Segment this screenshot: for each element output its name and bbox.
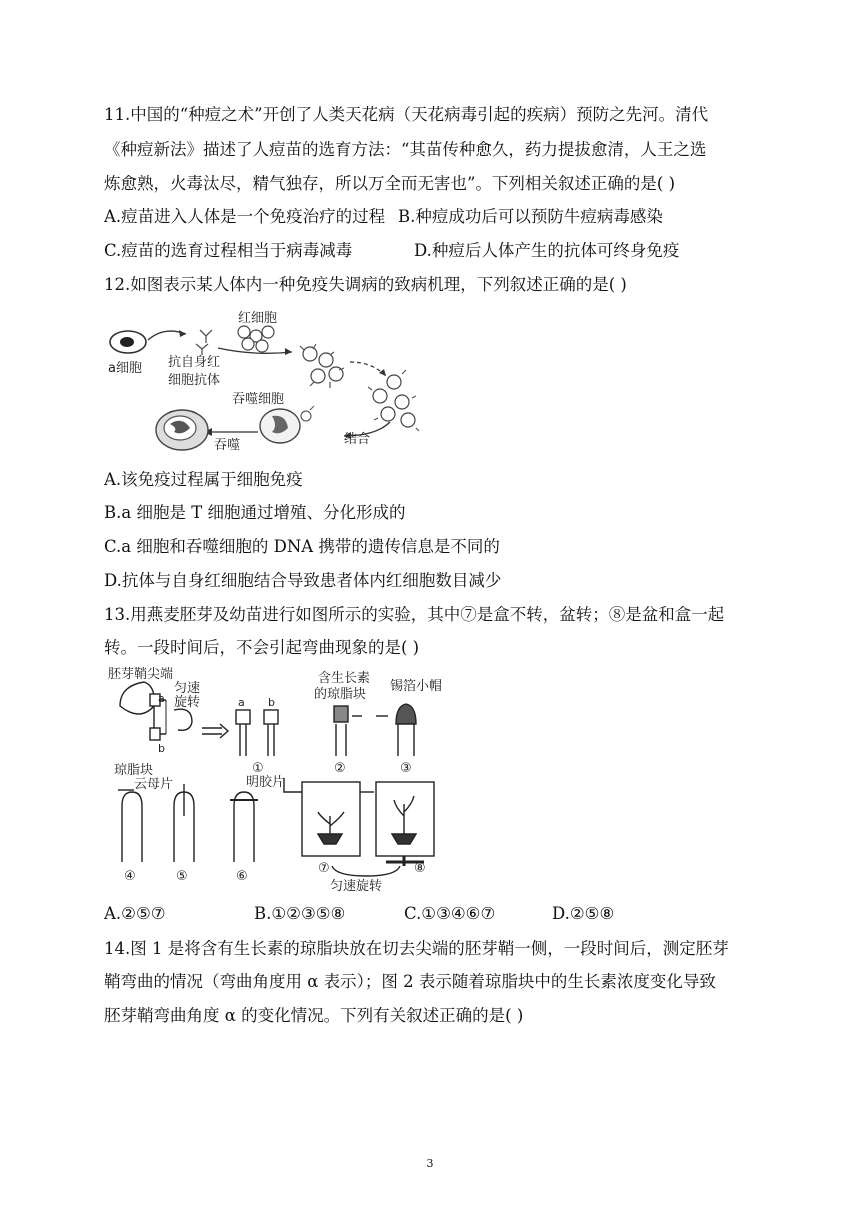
gelatin-label: 明胶片 — [246, 775, 286, 790]
q11-option-b: B.种痘成功后可以预防牛痘病毒感染 — [398, 207, 663, 226]
q12-stem: 12.如图表示某人体内一种免疫失调病的致病机理，下列叙述正确的是( ) — [104, 275, 627, 294]
q11-option-d: D.种痘后人体产生的抗体可终身免疫 — [414, 241, 680, 260]
a-cell-label: a细胞 — [108, 361, 142, 376]
label-a-1: a — [238, 696, 245, 709]
label-b: b — [158, 742, 165, 755]
a-cell-icon — [110, 331, 146, 353]
num-6: ⑥ — [236, 869, 248, 884]
mica-label: 云母片 — [134, 777, 174, 792]
num-1: ① — [252, 761, 264, 776]
q13-line-2: 转。一段时间后，不会引起弯曲现象的是( ) — [104, 638, 420, 657]
foil-cap-label: 锡箔小帽 — [390, 679, 443, 694]
num-5: ⑤ — [176, 869, 188, 884]
q12-option-a: A.该免疫过程属于细胞免疫 — [104, 470, 303, 489]
label-a: a — [158, 692, 165, 705]
q11-line-1: 11.中国的“种痘之术”开创了人类天花病（天花病毒引起的疾病）预防之先河。清代 — [104, 105, 709, 124]
q14-line-3: 胚芽鞘弯曲角度 α 的变化情况。下列有关叙述正确的是( ) — [104, 1006, 524, 1025]
bound-red-cells-icon-2 — [368, 370, 419, 431]
bound-red-cells-icon — [300, 344, 344, 388]
q13-option-a: A.②⑤⑦ — [104, 904, 166, 923]
q11-line-2: 《种痘新法》描述了人痘苗的选育方法：“其苗传种愈久，药力提拔愈清，人王之选 — [104, 140, 707, 159]
uniform-rotate-label: 匀速旋转 — [330, 879, 383, 894]
q11-option-c: C.痘苗的选育过程相当于病毒减毒 — [104, 241, 353, 260]
engulfed-cell-icon — [156, 410, 208, 450]
q11-option-a: A.痘苗进入人体是一个免疫治疗的过程 — [104, 207, 386, 226]
phagocyte-label: 吞噬细胞 — [232, 392, 285, 407]
rotate-label-2: 旋转 — [174, 695, 201, 710]
num-7: ⑦ — [318, 861, 330, 876]
q13-option-c: C.①③④⑥⑦ — [404, 904, 496, 923]
engulf-label: 吞噬 — [214, 438, 241, 453]
rotate-label-1: 匀速 — [174, 681, 201, 696]
q13-line-1: 13.用燕麦胚芽及幼苗进行如图所示的实验，其中⑦是盒不转，盆转；⑧是盆和盒一起 — [104, 605, 725, 624]
q13-option-b: B.①②③⑤⑧ — [254, 904, 346, 923]
auxin-label-1: 含生长素 — [318, 671, 371, 686]
q12-immune-figure — [104, 304, 434, 454]
red-cell-icon — [238, 326, 274, 352]
label-b-1: b — [268, 696, 275, 709]
q12-option-b: B.a 细胞是 T 细胞通过增殖、分化形成的 — [104, 503, 406, 522]
tip-label: 胚芽鞘尖端 — [108, 667, 174, 682]
num-4: ④ — [124, 869, 136, 884]
q14-line-2: 鞘弯曲的情况（弯曲角度用 α 表示）；图 2 表示随着琼脂块中的生长素浓度变化导致 — [104, 972, 716, 991]
auxin-label-2: 的琼脂块 — [314, 687, 367, 702]
q13-experiment-figure — [104, 666, 444, 896]
num-3: ③ — [400, 761, 412, 776]
antibody-label-line2: 细胞抗体 — [168, 373, 221, 388]
page-number: 3 — [426, 1157, 434, 1170]
antibody-icon — [196, 330, 212, 355]
q12-option-d: D.抗体与自身红细胞结合导致患者体内红细胞数目减少 — [104, 571, 502, 590]
antibody-label-line1: 抗自身红 — [168, 355, 221, 370]
bind-label: 结合 — [344, 432, 371, 447]
num-2: ② — [334, 761, 346, 776]
q11-line-3: 炼愈熟，火毒汰尽，精气独存，所以万全而无害也”。下列相关叙述正确的是( ) — [104, 174, 676, 193]
agar-block-label: 琼脂块 — [114, 763, 154, 778]
num-8: ⑧ — [414, 861, 426, 876]
phagocyte-icon — [260, 406, 314, 443]
q12-option-c: C.a 细胞和吞噬细胞的 DNA 携带的遗传信息是不同的 — [104, 537, 500, 556]
q13-option-d: D.②⑤⑧ — [552, 904, 615, 923]
q14-line-1: 14.图 1 是将含有生长素的琼脂块放在切去尖端的胚芽鞘一侧，一段时间后，测定胚芽 — [104, 939, 729, 958]
red-cell-label: 红细胞 — [238, 311, 278, 326]
